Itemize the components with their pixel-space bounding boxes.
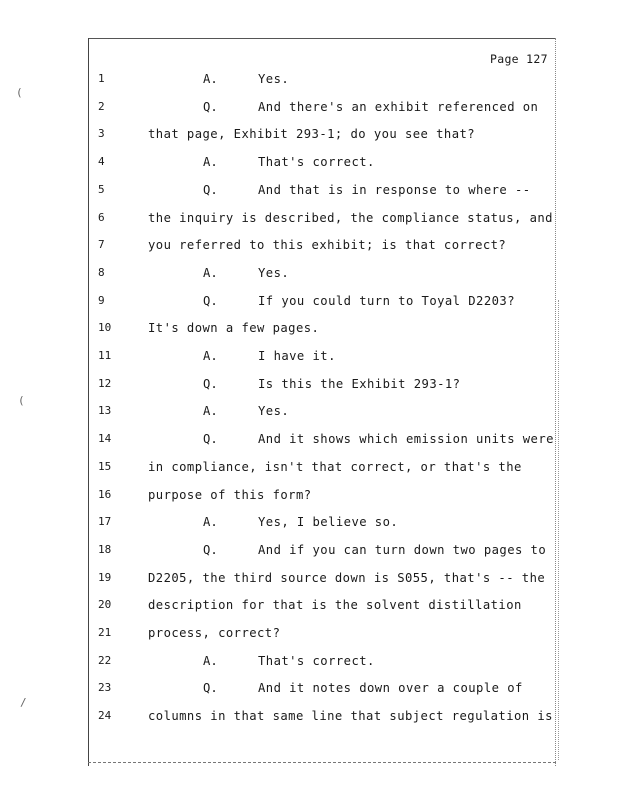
page-number: Page 127 bbox=[490, 52, 548, 66]
line-text: purpose of this form? bbox=[148, 487, 312, 502]
line-number: 7 bbox=[98, 238, 105, 252]
transcript-line bbox=[0, 72, 560, 92]
transcript-line bbox=[0, 377, 560, 397]
line-number: 15 bbox=[98, 459, 112, 473]
line-number: 3 bbox=[98, 127, 105, 141]
line-text: That's correct. bbox=[258, 155, 375, 170]
transcript-line bbox=[0, 183, 560, 203]
line-number: 9 bbox=[98, 293, 105, 307]
speaker-label: A. bbox=[203, 515, 218, 530]
speaker-label: A. bbox=[203, 404, 218, 419]
line-text: And if you can turn down two pages to bbox=[258, 542, 547, 557]
speaker-label: Q. bbox=[203, 376, 218, 391]
line-number: 11 bbox=[98, 349, 112, 362]
speaker-label: Q. bbox=[203, 99, 218, 114]
line-number: 18 bbox=[98, 542, 112, 556]
margin-mark: ( bbox=[18, 394, 25, 407]
line-number: 24 bbox=[98, 709, 112, 723]
transcript-line bbox=[0, 404, 560, 424]
line-text: Yes. bbox=[258, 404, 290, 419]
line-number: 6 bbox=[98, 210, 105, 224]
speaker-label: A. bbox=[203, 265, 218, 280]
line-text: Yes. bbox=[258, 72, 290, 86]
transcript-line bbox=[0, 571, 560, 591]
speaker-label: Q. bbox=[203, 432, 218, 447]
transcript-line bbox=[0, 100, 560, 120]
line-number: 13 bbox=[98, 404, 112, 418]
transcript-line bbox=[0, 238, 560, 258]
transcript-line bbox=[0, 432, 560, 452]
line-text: in compliance, isn't that correct, or that's the bbox=[148, 459, 522, 474]
line-number: 20 bbox=[98, 598, 112, 612]
line-text: That's correct. bbox=[258, 653, 375, 668]
speaker-label: Q. bbox=[203, 542, 218, 557]
speaker-label: A. bbox=[203, 72, 218, 86]
line-text: Is this the Exhibit 293-1? bbox=[258, 376, 461, 391]
line-text: you referred to this exhibit; is that correct? bbox=[148, 238, 507, 253]
page-border-top bbox=[88, 38, 556, 39]
transcript-line bbox=[0, 488, 560, 508]
line-number: 14 bbox=[98, 432, 112, 446]
line-number: 2 bbox=[98, 99, 105, 113]
transcript-line bbox=[0, 654, 560, 674]
margin-mark: / bbox=[20, 696, 27, 709]
line-text: D2205, the third source down is S055, that's -- the bbox=[148, 570, 546, 585]
line-number: 10 bbox=[98, 321, 112, 335]
line-number: 23 bbox=[98, 681, 112, 695]
line-text: And that is in response to where -- bbox=[258, 182, 531, 197]
line-text: Yes, I believe so. bbox=[258, 515, 399, 530]
transcript-line bbox=[0, 321, 560, 341]
line-number: 17 bbox=[98, 515, 112, 529]
line-number: 8 bbox=[98, 265, 105, 279]
line-text: that page, Exhibit 293-1; do you see that? bbox=[148, 127, 476, 142]
line-number: 16 bbox=[98, 487, 112, 501]
transcript-line bbox=[0, 709, 560, 729]
transcript-line bbox=[0, 349, 560, 369]
line-number: 21 bbox=[98, 626, 112, 639]
line-text: If you could turn to Toyal D2203? bbox=[258, 293, 515, 308]
transcript-line bbox=[0, 155, 560, 175]
transcript-line bbox=[0, 515, 560, 535]
line-text: It's down a few pages. bbox=[148, 321, 320, 336]
speaker-label: A. bbox=[203, 155, 218, 170]
line-number: 1 bbox=[98, 72, 105, 85]
line-text: And there's an exhibit referenced on bbox=[258, 99, 539, 114]
speaker-label: Q. bbox=[203, 293, 218, 308]
line-text: process, correct? bbox=[148, 626, 281, 640]
transcript-line bbox=[0, 127, 560, 147]
speaker-label: Q. bbox=[203, 182, 218, 197]
line-text: columns in that same line that subject regulation is bbox=[148, 709, 553, 724]
line-text: And it notes down over a couple of bbox=[258, 681, 523, 696]
transcript-line bbox=[0, 211, 560, 231]
transcript-line bbox=[0, 294, 560, 314]
line-number: 19 bbox=[98, 570, 112, 584]
line-text: description for that is the solvent distillation bbox=[148, 598, 522, 613]
transcript-line bbox=[0, 681, 560, 701]
transcript-line bbox=[0, 266, 560, 286]
line-text: And it shows which emission units were bbox=[258, 432, 554, 447]
line-text: Yes. bbox=[258, 265, 290, 280]
line-number: 5 bbox=[98, 182, 105, 196]
transcript-line bbox=[0, 543, 560, 563]
line-text: the inquiry is described, the compliance status, and bbox=[148, 210, 553, 225]
transcript-line bbox=[0, 460, 560, 480]
speaker-label: A. bbox=[203, 349, 218, 363]
speaker-label: Q. bbox=[203, 681, 218, 696]
transcript-line bbox=[0, 598, 560, 618]
transcript-line bbox=[0, 626, 560, 646]
line-text: I have it. bbox=[258, 349, 336, 363]
margin-mark: ( bbox=[16, 86, 23, 99]
speaker-label: A. bbox=[203, 653, 218, 668]
page-border-bottom bbox=[88, 762, 556, 763]
line-number: 22 bbox=[98, 653, 112, 667]
line-number: 12 bbox=[98, 376, 112, 390]
line-number: 4 bbox=[98, 155, 105, 169]
